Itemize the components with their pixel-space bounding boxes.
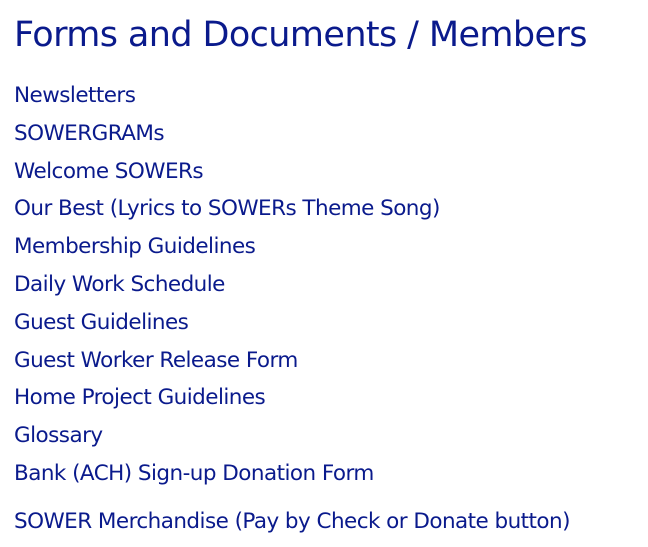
glossary-link[interactable]: Glossary (14, 423, 103, 449)
list-item (14, 417, 648, 455)
page-content (14, 8, 648, 541)
list-item (14, 455, 648, 493)
welcome-sowers-link[interactable]: Welcome SOWERs (14, 158, 204, 184)
newsletters-link[interactable]: Newsletters (14, 83, 136, 108)
page-title: Forms and Documents / Members (14, 15, 587, 55)
membership-guidelines-link[interactable]: Membership Guidelines (14, 234, 256, 260)
guest-guidelines-link[interactable]: Guest Guidelines (14, 309, 189, 335)
list-item (14, 115, 648, 153)
sower-merchandise-link[interactable]: SOWER Merchandise (Pay by Check or Donate button) (14, 508, 570, 534)
daily-work-schedule-link[interactable]: Daily Work Schedule (14, 271, 225, 297)
list-item (14, 153, 648, 191)
ach-donation-form-link[interactable]: Bank (ACH) Sign-up Donation Form (14, 460, 374, 486)
guest-worker-release-form-link[interactable]: Guest Worker Release Form (14, 347, 298, 373)
list-item (14, 379, 648, 417)
list-item (14, 342, 648, 380)
list-item (14, 77, 648, 115)
document-link-list (14, 77, 648, 541)
sowergrams-link[interactable]: SOWERGRAMs (14, 120, 165, 146)
theme-song-lyrics-link[interactable]: Our Best (Lyrics to SOWERs Theme Song) (14, 196, 440, 222)
list-item (14, 304, 648, 342)
list-item (14, 228, 648, 266)
list-item (14, 266, 648, 304)
list-item (14, 190, 648, 228)
list-item (14, 503, 648, 541)
home-project-guidelines-link[interactable]: Home Project Guidelines (14, 385, 266, 411)
